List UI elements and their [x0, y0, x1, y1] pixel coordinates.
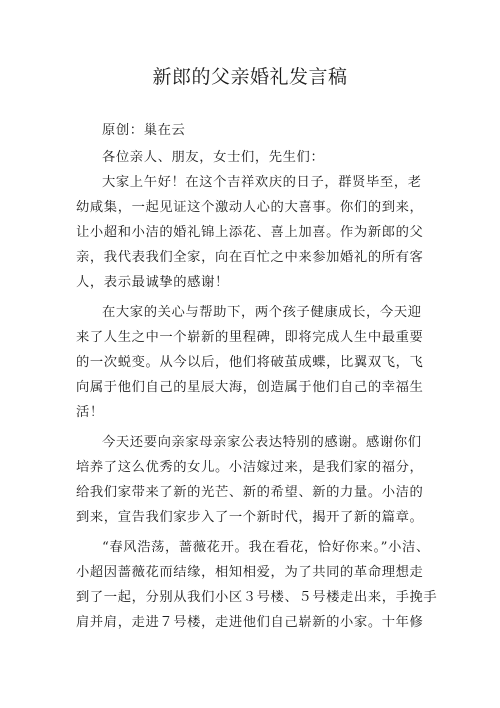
paragraph-line: 在大家的关心与帮助下，两个孩子健康成长，今天迎 — [102, 305, 422, 320]
paragraph-3 — [76, 430, 426, 530]
author-line-block — [76, 118, 426, 143]
paragraph-line: 的一次蜕变。从今以后，他们将破茧成蝶，比翼双飞，飞 — [76, 355, 424, 370]
paragraph-line: 来了人生之中一个崭新的里程碑，即将完成人生中最重要 — [76, 330, 424, 345]
paragraph-line: 给我们家带来了新的光芒、新的希望、新的力量。小洁的 — [76, 485, 424, 500]
paragraph-line: 幼咸集，一起见证这个激动人心的大喜事。你们的到来， — [76, 200, 424, 215]
paragraph-line: 今天还要向亲家母亲家公表达特别的感谢。感谢你们 — [102, 435, 422, 450]
paragraph-4 — [76, 535, 438, 635]
paragraph-line: 小超因蔷薇花而结缘，相知相爱，为了共同的革命理想走 — [76, 565, 424, 580]
paragraph-line: 到来，宣告我们家步入了一个新时代，揭开了新的篇章。 — [76, 510, 424, 525]
paragraph-1 — [76, 170, 426, 295]
paragraph-line: “春风浩荡，蔷薇花开。我在看花，恰好你来。”小洁、 — [102, 540, 430, 555]
body-text — [76, 170, 438, 635]
paragraph-line: 让小超和小洁的婚礼锦上添花、喜上加喜。作为新郎的父 — [76, 225, 424, 240]
salutation-block — [76, 145, 426, 170]
paragraph-2 — [76, 300, 426, 425]
paragraph-line: 向属于他们自己的星辰大海，创造属于他们自己的幸福生 — [76, 380, 424, 395]
paragraph-line: 培养了这么优秀的女儿。小洁嫁过来，是我们家的福分， — [76, 460, 424, 475]
document-title: 新郎的父亲婚礼发言稿 — [152, 66, 348, 88]
salutation: 各位亲人、朋友，女士们，先生们： — [102, 150, 325, 165]
paragraph-line: 大家上午好！在这个吉祥欢庆的日子，群贤毕至，老 — [102, 175, 422, 190]
author-line: 原创：巢在云 — [102, 123, 186, 138]
paragraph-line: 活！ — [76, 405, 104, 420]
paragraph-line: 到了一起，分别从我们小区３号楼、５号楼走出来，手挽手 — [76, 590, 438, 605]
paragraph-line: 亲，我代表我们全家，向在百忙之中来参加婚礼的所有客 — [76, 250, 424, 265]
paragraph-line: 肩并肩，走进７号楼，走进他们自己崭新的小家。十年修 — [76, 615, 424, 630]
paragraph-line: 人，表示最诚挚的感谢！ — [76, 275, 229, 290]
